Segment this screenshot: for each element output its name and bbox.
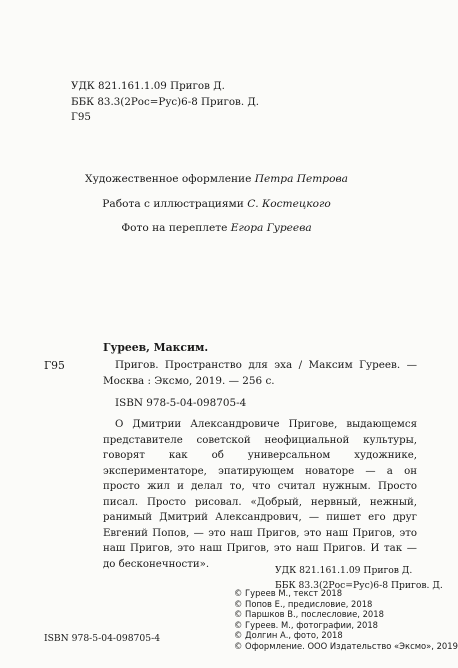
- top-classification-block: [71, 79, 259, 126]
- copyright-line: © Оформление. ООО Издательство «Эксмо», 2019: [234, 640, 458, 651]
- isbn-line: ISBN 978-5-04-098705-4: [115, 397, 247, 409]
- design-credit: Художественное оформление Петра Петрова: [85, 173, 348, 185]
- credits-block: [0, 167, 433, 241]
- cover-photo-credit: Фото на переплете Егора Гуреева: [121, 222, 312, 234]
- illustrations-credit: Работа с иллюстрациями С. Костецкого: [102, 197, 331, 210]
- bibliographic-description: Пригов. Пространство для эха / Максим Гуреев. — Москва : Эксмо, 2019. — 256 с.: [103, 359, 417, 387]
- copyright-line: © Паршков В., послесловие, 2018: [234, 609, 384, 620]
- author-heading: Гуреев, Максим.: [103, 341, 209, 354]
- bottom-isbn: ISBN 978-5-04-098705-4: [44, 633, 161, 644]
- udk-line: УДК 821.161.1.09 Пригов Д.: [71, 80, 225, 92]
- copyright-line: © Долгин А., фото, 2018: [234, 630, 343, 641]
- author-sign: Г95: [71, 111, 91, 124]
- bbk-line: ББК 83.3(2Рос=Рус)6-8 Пригов. Д.: [71, 95, 260, 108]
- copyright-line: © Гуреев. М., фотографии, 2018: [234, 619, 379, 630]
- annotation-paragraph: О Дмитрии Александровиче Пригове, выдающемся представителе советской неофициальной культуры, говорят как об универсальном художнике, экспериментаторе, эпатирующем новаторе — а он просто жил и делал то, что считал нужным. Просто писал. Просто рисовал. «Добрый, нервный, нежный, ранимый Дмитрий Александрович, — пишет его друг Евгений Попов, — это наш Пригов, это наш Пригов, это наш Пригов, это наш Пригов, это наш Пригов. И так — до бесконечности».: [103, 419, 417, 570]
- copyright-line: © Попов Е., предисловие, 2018: [234, 598, 373, 609]
- catalog-author-sign: Г95: [44, 359, 65, 372]
- copyright-line: © Гуреев М., текст 2018: [234, 588, 343, 598]
- copyright-list: [234, 588, 458, 652]
- udk-line: УДК 821.161.1.09 Пригов Д.: [275, 565, 413, 576]
- bbk-line: ББК 83.3(2Рос=Рус)6-8 Пригов. Д.: [275, 579, 443, 591]
